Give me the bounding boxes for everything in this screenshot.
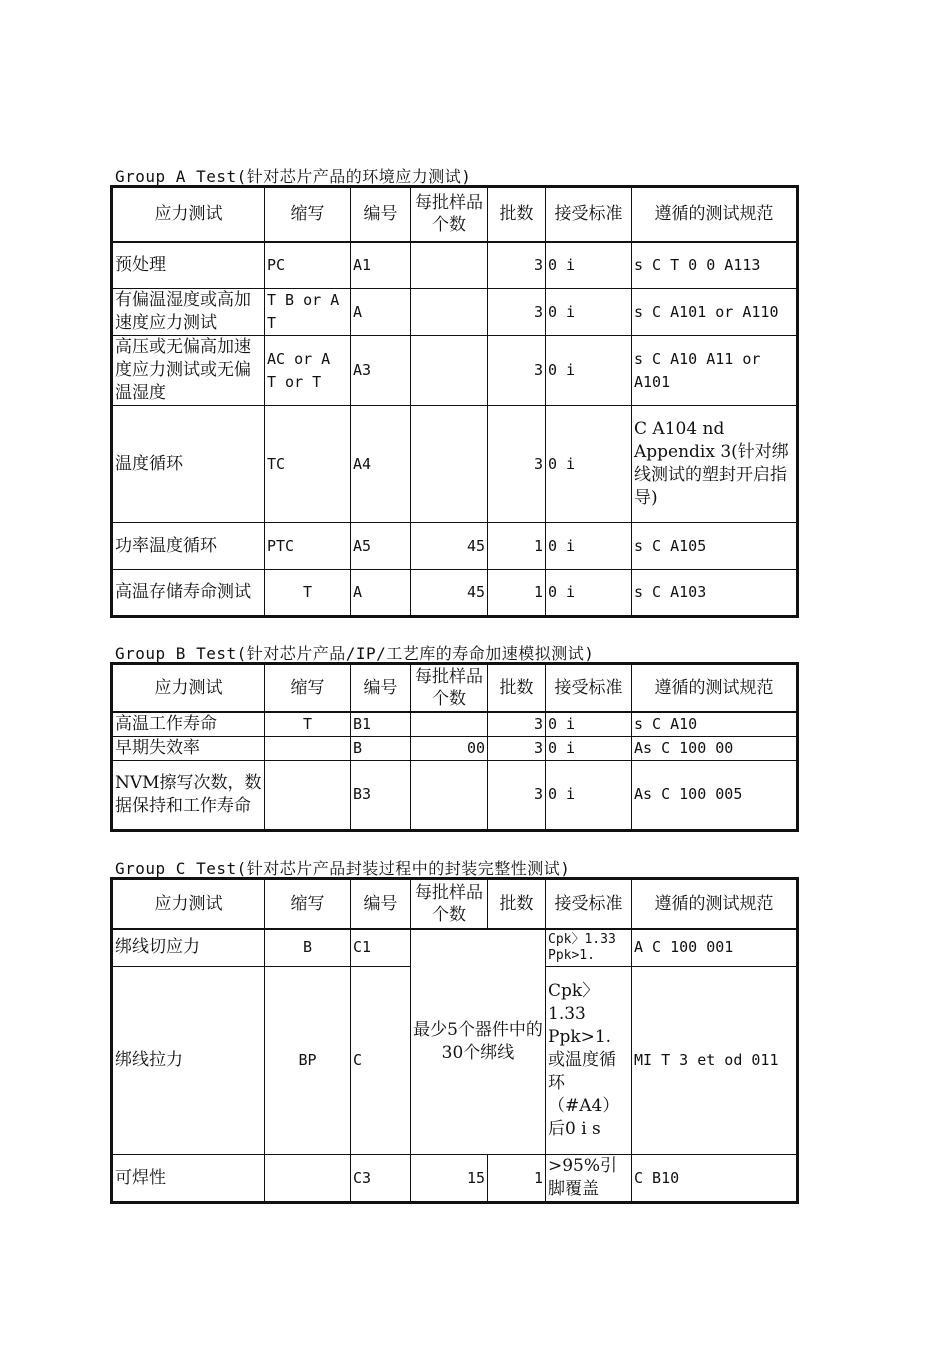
header-acceptance: 接受标准	[546, 664, 632, 712]
cell-number: A	[351, 289, 411, 336]
cell-samples: 00	[411, 736, 488, 760]
cell-abbr: T	[265, 712, 351, 737]
header-stress-test: 应力测试	[112, 187, 265, 242]
cell-spec: s C A10	[632, 712, 798, 737]
table-row	[112, 760, 798, 830]
cell-test: 有偏温湿度或高加速度应力测试	[112, 289, 265, 336]
table-row	[112, 523, 798, 570]
cell-spec: A C 100 001	[632, 929, 798, 967]
cell-lots: 1	[488, 523, 546, 570]
cell-test: 可焊性	[112, 1155, 265, 1203]
cell-spec: As C 100 005	[632, 760, 798, 830]
header-abbr: 缩写	[265, 187, 351, 242]
header-spec: 遵循的测试规范	[632, 879, 798, 929]
cell-accept: 0 i	[546, 406, 632, 523]
cell-merged-samples: 最少5个器件中的30个绑线	[411, 929, 546, 1155]
group-c-table	[110, 877, 799, 1204]
cell-samples: 15	[411, 1155, 488, 1203]
cell-number: B	[351, 736, 411, 760]
header-lots: 批数	[488, 879, 546, 929]
cell-abbr	[265, 736, 351, 760]
header-samples-per-lot: 每批样品个数	[411, 187, 488, 242]
group-a-table	[110, 185, 799, 618]
group-c-caption: Group C Test(针对芯片产品封装过程中的封装完整性测试)	[115, 859, 571, 878]
cell-abbr: B	[265, 929, 351, 967]
cell-number: A5	[351, 523, 411, 570]
cell-abbr: PC	[265, 242, 351, 289]
header-abbr: 缩写	[265, 879, 351, 929]
cell-samples	[411, 406, 488, 523]
header-acceptance: 接受标准	[546, 187, 632, 242]
cell-number: B3	[351, 760, 411, 830]
cell-spec: s C A101 or A110	[632, 289, 798, 336]
cell-accept: Cpk〉 1.33 Ppk>1. 或温度循环 （#A4） 后0 i s	[546, 967, 632, 1155]
cell-lots: 3	[488, 736, 546, 760]
cell-accept: 0 i	[546, 242, 632, 289]
cell-spec: s C T 0 0 A113	[632, 242, 798, 289]
cell-test: 温度循环	[112, 406, 265, 523]
cell-samples	[411, 242, 488, 289]
header-lots: 批数	[488, 187, 546, 242]
table-row	[112, 736, 798, 760]
cell-number: A4	[351, 406, 411, 523]
cell-lots: 1	[488, 1155, 546, 1203]
table-row	[112, 1155, 798, 1203]
cell-samples: 45	[411, 570, 488, 617]
cell-accept: 0 i	[546, 570, 632, 617]
header-stress-test: 应力测试	[112, 664, 265, 712]
header-number: 编号	[351, 664, 411, 712]
header-number: 编号	[351, 187, 411, 242]
cell-accept: >95%引脚覆盖	[546, 1155, 632, 1203]
header-samples-per-lot: 每批样品个数	[411, 664, 488, 712]
cell-test: 高温工作寿命	[112, 712, 265, 737]
header-spec: 遵循的测试规范	[632, 187, 798, 242]
table-row	[112, 336, 798, 406]
cell-spec: MI T 3 et od 011	[632, 967, 798, 1155]
cell-lots: 1	[488, 570, 546, 617]
cell-lots: 3	[488, 336, 546, 406]
table-row	[112, 406, 798, 523]
cell-spec: C A104 nd Appendix 3(针对绑线测试的塑封开启指导)	[632, 406, 798, 523]
cell-lots: 3	[488, 242, 546, 289]
cell-abbr: T	[265, 570, 351, 617]
table-row	[112, 242, 798, 289]
table-row	[112, 570, 798, 617]
cell-test: 功率温度循环	[112, 523, 265, 570]
header-spec: 遵循的测试规范	[632, 664, 798, 712]
cell-number: C1	[351, 929, 411, 967]
cell-test: 早期失效率	[112, 736, 265, 760]
cell-accept: 0 i	[546, 289, 632, 336]
group-a-caption: Group A Test(针对芯片产品的环境应力测试)	[115, 167, 472, 186]
cell-test: 预处理	[112, 242, 265, 289]
cell-test: 高压或无偏高加速度应力测试或无偏温湿度	[112, 336, 265, 406]
cell-number: A3	[351, 336, 411, 406]
cell-accept: 0 i	[546, 736, 632, 760]
cell-lots: 3	[488, 760, 546, 830]
cell-spec: s C A103	[632, 570, 798, 617]
cell-samples	[411, 336, 488, 406]
cell-test: NVM擦写次数，数据保持和工作寿命	[112, 760, 265, 830]
header-samples-per-lot: 每批样品个数	[411, 879, 488, 929]
header-abbr: 缩写	[265, 664, 351, 712]
header-number: 编号	[351, 879, 411, 929]
cell-test: 高温存储寿命测试	[112, 570, 265, 617]
cell-samples	[411, 760, 488, 830]
group-b-table	[110, 662, 799, 832]
cell-number: A	[351, 570, 411, 617]
cell-lots: 3	[488, 712, 546, 737]
cell-accept: 0 i	[546, 712, 632, 737]
cell-number: C	[351, 967, 411, 1155]
cell-test: 绑线拉力	[112, 967, 265, 1155]
table-row	[112, 929, 798, 967]
cell-number: A1	[351, 242, 411, 289]
cell-abbr	[265, 1155, 351, 1203]
cell-samples: 45	[411, 523, 488, 570]
cell-abbr: PTC	[265, 523, 351, 570]
cell-abbr	[265, 760, 351, 830]
cell-number: B1	[351, 712, 411, 737]
cell-lots: 3	[488, 289, 546, 336]
header-lots: 批数	[488, 664, 546, 712]
cell-abbr: BP	[265, 967, 351, 1155]
cell-abbr: TC	[265, 406, 351, 523]
cell-number: C3	[351, 1155, 411, 1203]
table-row	[112, 289, 798, 336]
cell-test: 绑线切应力	[112, 929, 265, 967]
cell-lots: 3	[488, 406, 546, 523]
cell-spec: s C A10 A11 or A101	[632, 336, 798, 406]
cell-abbr: AC or A T or T	[265, 336, 351, 406]
cell-samples	[411, 289, 488, 336]
cell-accept: 0 i	[546, 523, 632, 570]
cell-spec: s C A105	[632, 523, 798, 570]
header-acceptance: 接受标准	[546, 879, 632, 929]
table-row	[112, 712, 798, 737]
header-stress-test: 应力测试	[112, 879, 265, 929]
cell-accept: 0 i	[546, 760, 632, 830]
cell-accept: 0 i	[546, 336, 632, 406]
cell-samples	[411, 712, 488, 737]
cell-spec: As C 100 00	[632, 736, 798, 760]
cell-accept: Cpk〉1.33 Ppk>1.	[546, 929, 632, 967]
cell-spec: C B10	[632, 1155, 798, 1203]
group-b-caption: Group B Test(针对芯片产品/IP/工艺库的寿命加速模拟测试)	[115, 644, 595, 663]
cell-abbr: T B or A T	[265, 289, 351, 336]
